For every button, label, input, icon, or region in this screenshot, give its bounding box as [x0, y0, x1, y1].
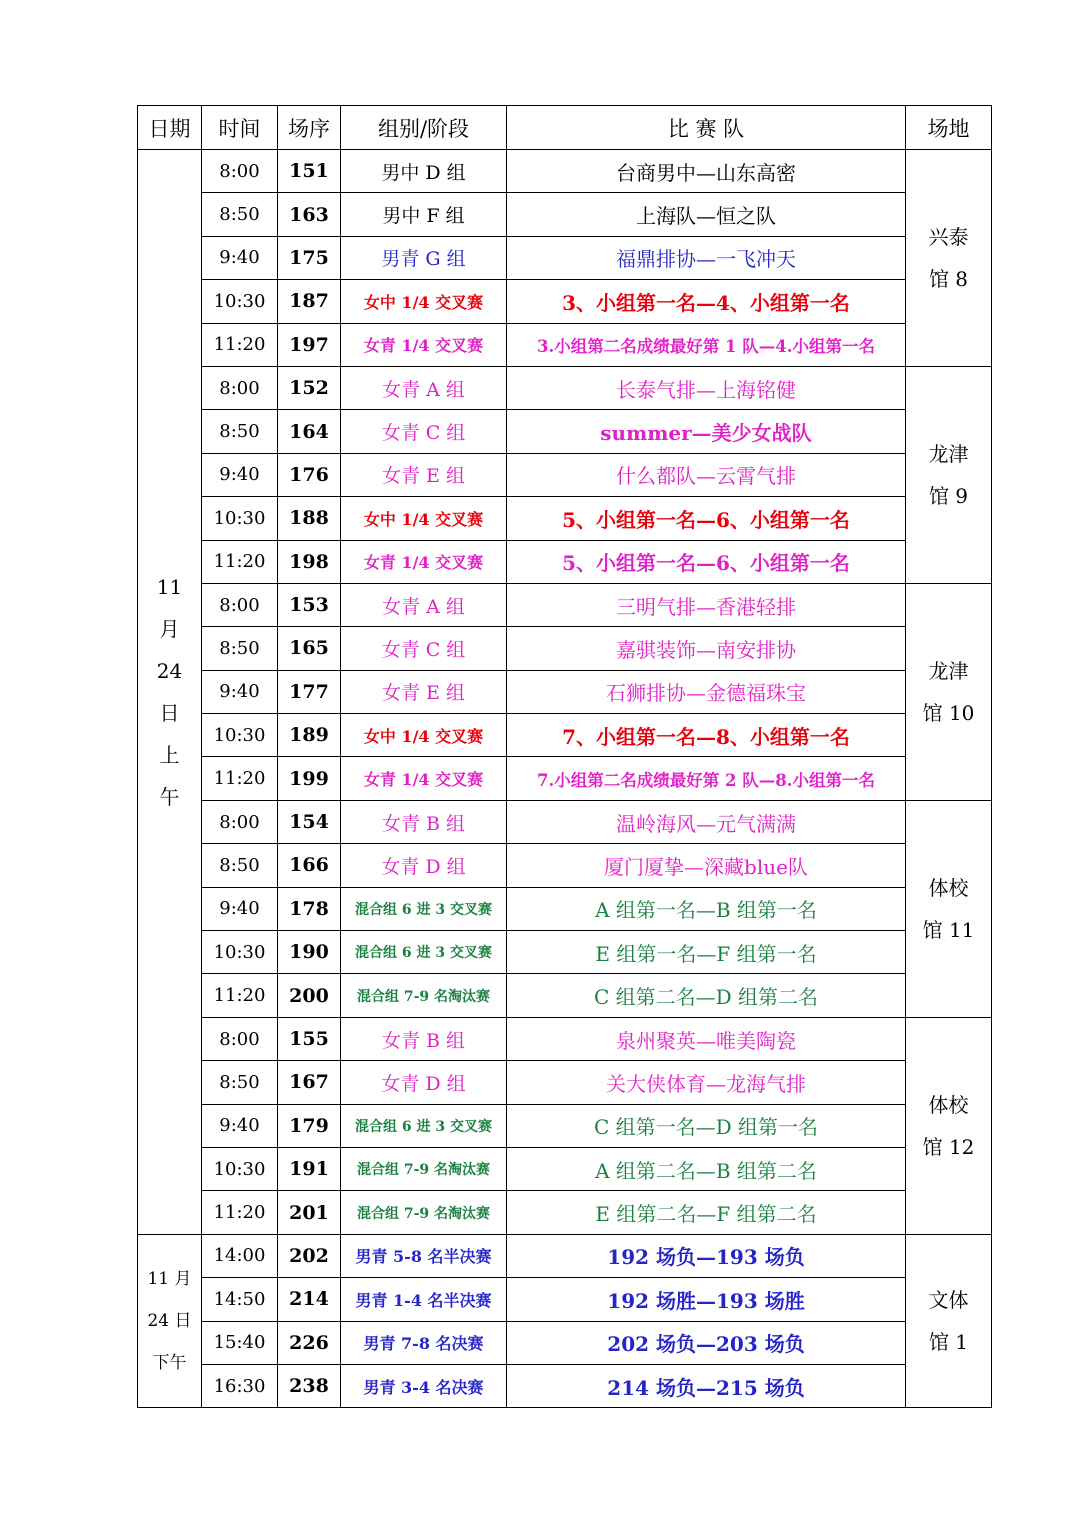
venue-line: 龙津 [928, 441, 969, 466]
match-no-cell: 191 [278, 1147, 341, 1190]
group-cell: 男青 1-4 名半决赛 [341, 1278, 507, 1321]
table-row [138, 453, 992, 496]
group-cell: 混合组 6 进 3 交叉赛 [341, 887, 507, 930]
group-cell: 女青 D 组 [341, 844, 507, 887]
time-cell: 10:30 [202, 931, 278, 974]
group-cell: 女青 A 组 [341, 583, 507, 626]
time-cell: 8:00 [202, 150, 278, 193]
match-no-cell: 152 [278, 366, 341, 409]
teams-cell: 5、小组第一名—6、小组第一名 [507, 540, 906, 583]
match-no-cell: 200 [278, 974, 341, 1017]
date-cell-am [138, 150, 202, 1235]
table-row [138, 366, 992, 409]
header-group: 组别/阶段 [341, 106, 507, 150]
group-cell: 混合组 6 进 3 交叉赛 [341, 931, 507, 974]
time-cell: 11:20 [202, 974, 278, 1017]
group-cell: 女青 1/4 交叉赛 [341, 540, 507, 583]
group-cell: 男中 F 组 [341, 193, 507, 236]
group-cell: 女青 E 组 [341, 453, 507, 496]
table-row [138, 1104, 992, 1147]
time-cell: 8:00 [202, 800, 278, 843]
header-teams: 比 赛 队 [507, 106, 906, 150]
table-row [138, 931, 992, 974]
table-row [138, 583, 992, 626]
table-row [138, 800, 992, 843]
table-row [138, 1278, 992, 1321]
match-no-cell: 187 [278, 280, 341, 323]
group-cell: 混合组 7-9 名淘汰赛 [341, 1147, 507, 1190]
group-cell: 女青 C 组 [341, 627, 507, 670]
time-cell: 16:30 [202, 1364, 278, 1407]
match-no-cell: 179 [278, 1104, 341, 1147]
time-cell: 8:50 [202, 193, 278, 236]
time-cell: 14:50 [202, 1278, 278, 1321]
venue-line: 馆 10 [922, 700, 975, 725]
time-cell: 8:50 [202, 627, 278, 670]
match-no-cell: 198 [278, 540, 341, 583]
table-row [138, 236, 992, 279]
teams-cell: 厦门厦挚—深藏blue队 [507, 844, 906, 887]
group-cell: 女青 E 组 [341, 670, 507, 713]
table-row [138, 1191, 992, 1234]
match-no-cell: 214 [278, 1278, 341, 1321]
teams-cell: 三明气排—香港轻排 [507, 583, 906, 626]
group-cell: 混合组 7-9 名淘汰赛 [341, 1191, 507, 1234]
teams-cell: 嘉骐装饰—南安排协 [507, 627, 906, 670]
group-cell: 男青 7-8 名决赛 [341, 1321, 507, 1364]
match-no-cell: 175 [278, 236, 341, 279]
teams-cell: 石狮排协—金德福珠宝 [507, 670, 906, 713]
header-row [138, 106, 992, 150]
table-row [138, 1017, 992, 1060]
header-venue: 场地 [906, 106, 992, 150]
match-no-cell: 153 [278, 583, 341, 626]
table-row [138, 193, 992, 236]
teams-cell: 福鼎排协—一飞冲天 [507, 236, 906, 279]
date-line: 24 [156, 658, 183, 683]
teams-cell: 关大侠体育—龙海气排 [507, 1061, 906, 1104]
teams-cell: 3.小组第二名成绩最好第 1 队—4.小组第一名 [507, 323, 906, 366]
teams-cell: 5、小组第一名—6、小组第一名 [507, 497, 906, 540]
time-cell: 15:40 [202, 1321, 278, 1364]
group-cell: 女青 D 组 [341, 1061, 507, 1104]
group-cell: 男青 3-4 名决赛 [341, 1364, 507, 1407]
match-no-cell: 155 [278, 1017, 341, 1060]
teams-cell: 台商男中—山东高密 [507, 150, 906, 193]
time-cell: 8:00 [202, 583, 278, 626]
group-cell: 男中 D 组 [341, 150, 507, 193]
time-cell: 9:40 [202, 453, 278, 496]
date-line: 日 [159, 700, 180, 725]
venue-cell [906, 800, 992, 1017]
table-row [138, 280, 992, 323]
venue-cell [906, 1017, 992, 1234]
time-cell: 8:50 [202, 844, 278, 887]
teams-cell: 泉州聚英—唯美陶瓷 [507, 1017, 906, 1060]
match-no-cell: 163 [278, 193, 341, 236]
date-line: 11 月 [147, 1269, 192, 1290]
table-row [138, 1061, 992, 1104]
table-row [138, 1364, 992, 1407]
time-cell: 10:30 [202, 714, 278, 757]
time-cell: 10:30 [202, 497, 278, 540]
date-line: 月 [159, 616, 180, 641]
time-cell: 10:30 [202, 280, 278, 323]
header-date: 日期 [138, 106, 202, 150]
venue-line: 体校 [928, 875, 969, 900]
match-no-cell: 238 [278, 1364, 341, 1407]
venue-line: 馆 12 [922, 1134, 975, 1159]
date-line: 11 [156, 574, 183, 599]
date-line: 24 日 [147, 1311, 192, 1332]
teams-cell: summer—美少女战队 [507, 410, 906, 453]
match-no-cell: 189 [278, 714, 341, 757]
match-no-cell: 165 [278, 627, 341, 670]
time-cell: 9:40 [202, 887, 278, 930]
table-row [138, 1321, 992, 1364]
table-row [138, 323, 992, 366]
time-cell: 9:40 [202, 1104, 278, 1147]
teams-cell: 202 场负—203 场负 [507, 1321, 906, 1364]
time-cell: 8:00 [202, 366, 278, 409]
group-cell: 女青 A 组 [341, 366, 507, 409]
venue-line: 馆 11 [922, 917, 975, 942]
group-cell: 女中 1/4 交叉赛 [341, 497, 507, 540]
table-row [138, 974, 992, 1017]
teams-cell: E 组第二名—F 组第二名 [507, 1191, 906, 1234]
date-line: 上 [159, 742, 180, 767]
group-cell: 男青 5-8 名半决赛 [341, 1234, 507, 1277]
schedule-table [137, 105, 992, 1408]
venue-cell [906, 1234, 992, 1408]
teams-cell: 温岭海风—元气满满 [507, 800, 906, 843]
group-cell: 混合组 7-9 名淘汰赛 [341, 974, 507, 1017]
table-row [138, 714, 992, 757]
teams-cell: 7.小组第二名成绩最好第 2 队—8.小组第一名 [507, 757, 906, 800]
venue-line: 龙津 [928, 658, 969, 683]
teams-cell: 192 场胜—193 场胜 [507, 1278, 906, 1321]
match-no-cell: 151 [278, 150, 341, 193]
time-cell: 8:50 [202, 1061, 278, 1104]
venue-cell [906, 583, 992, 800]
table-row [138, 757, 992, 800]
time-cell: 14:00 [202, 1234, 278, 1277]
time-cell: 11:20 [202, 540, 278, 583]
match-no-cell: 176 [278, 453, 341, 496]
table-row [138, 540, 992, 583]
venue-line: 馆 9 [928, 483, 969, 508]
time-cell: 9:40 [202, 670, 278, 713]
match-no-cell: 201 [278, 1191, 341, 1234]
table-row [138, 1234, 992, 1277]
group-cell: 女青 C 组 [341, 410, 507, 453]
table-row [138, 887, 992, 930]
match-no-cell: 190 [278, 931, 341, 974]
teams-cell: 214 场负—215 场负 [507, 1364, 906, 1407]
match-no-cell: 178 [278, 887, 341, 930]
header-time: 时间 [202, 106, 278, 150]
time-cell: 11:20 [202, 757, 278, 800]
group-cell: 混合组 6 进 3 交叉赛 [341, 1104, 507, 1147]
table-row [138, 1147, 992, 1190]
venue-line: 文体 [928, 1288, 969, 1313]
venue-line: 体校 [928, 1092, 969, 1117]
match-no-cell: 202 [278, 1234, 341, 1277]
venue-cell [906, 366, 992, 583]
time-cell: 8:50 [202, 410, 278, 453]
teams-cell: 上海队—恒之队 [507, 193, 906, 236]
match-no-cell: 166 [278, 844, 341, 887]
teams-cell: 192 场负—193 场负 [507, 1234, 906, 1277]
teams-cell: C 组第二名—D 组第二名 [507, 974, 906, 1017]
header-match-no: 场序 [278, 106, 341, 150]
table-row [138, 410, 992, 453]
match-no-cell: 177 [278, 670, 341, 713]
table-row [138, 670, 992, 713]
teams-cell: 7、小组第一名—8、小组第一名 [507, 714, 906, 757]
venue-line: 馆 8 [928, 266, 969, 291]
table-row [138, 627, 992, 670]
table-row [138, 497, 992, 540]
teams-cell: C 组第一名—D 组第一名 [507, 1104, 906, 1147]
table-row [138, 844, 992, 887]
group-cell: 女青 1/4 交叉赛 [341, 757, 507, 800]
group-cell: 女青 B 组 [341, 800, 507, 843]
match-no-cell: 164 [278, 410, 341, 453]
teams-cell: 3、小组第一名—4、小组第一名 [507, 280, 906, 323]
group-cell: 男青 G 组 [341, 236, 507, 279]
venue-line: 兴泰 [928, 224, 969, 249]
match-no-cell: 226 [278, 1321, 341, 1364]
time-cell: 10:30 [202, 1147, 278, 1190]
group-cell: 女中 1/4 交叉赛 [341, 714, 507, 757]
table-row [138, 150, 992, 193]
group-cell: 女青 B 组 [341, 1017, 507, 1060]
group-cell: 女青 1/4 交叉赛 [341, 323, 507, 366]
teams-cell: 什么都队—云霄气排 [507, 453, 906, 496]
time-cell: 9:40 [202, 236, 278, 279]
match-no-cell: 199 [278, 757, 341, 800]
match-no-cell: 154 [278, 800, 341, 843]
match-no-cell: 167 [278, 1061, 341, 1104]
group-cell: 女中 1/4 交叉赛 [341, 280, 507, 323]
date-line: 午 [159, 784, 180, 809]
teams-cell: A 组第一名—B 组第一名 [507, 887, 906, 930]
time-cell: 8:00 [202, 1017, 278, 1060]
teams-cell: A 组第二名—B 组第二名 [507, 1147, 906, 1190]
venue-line: 馆 1 [928, 1330, 969, 1355]
time-cell: 11:20 [202, 323, 278, 366]
venue-cell [906, 150, 992, 367]
time-cell: 11:20 [202, 1191, 278, 1234]
match-no-cell: 188 [278, 497, 341, 540]
date-cell-pm [138, 1234, 202, 1408]
date-line: 下午 [152, 1353, 187, 1374]
teams-cell: 长泰气排—上海铭健 [507, 366, 906, 409]
match-no-cell: 197 [278, 323, 341, 366]
teams-cell: E 组第一名—F 组第一名 [507, 931, 906, 974]
